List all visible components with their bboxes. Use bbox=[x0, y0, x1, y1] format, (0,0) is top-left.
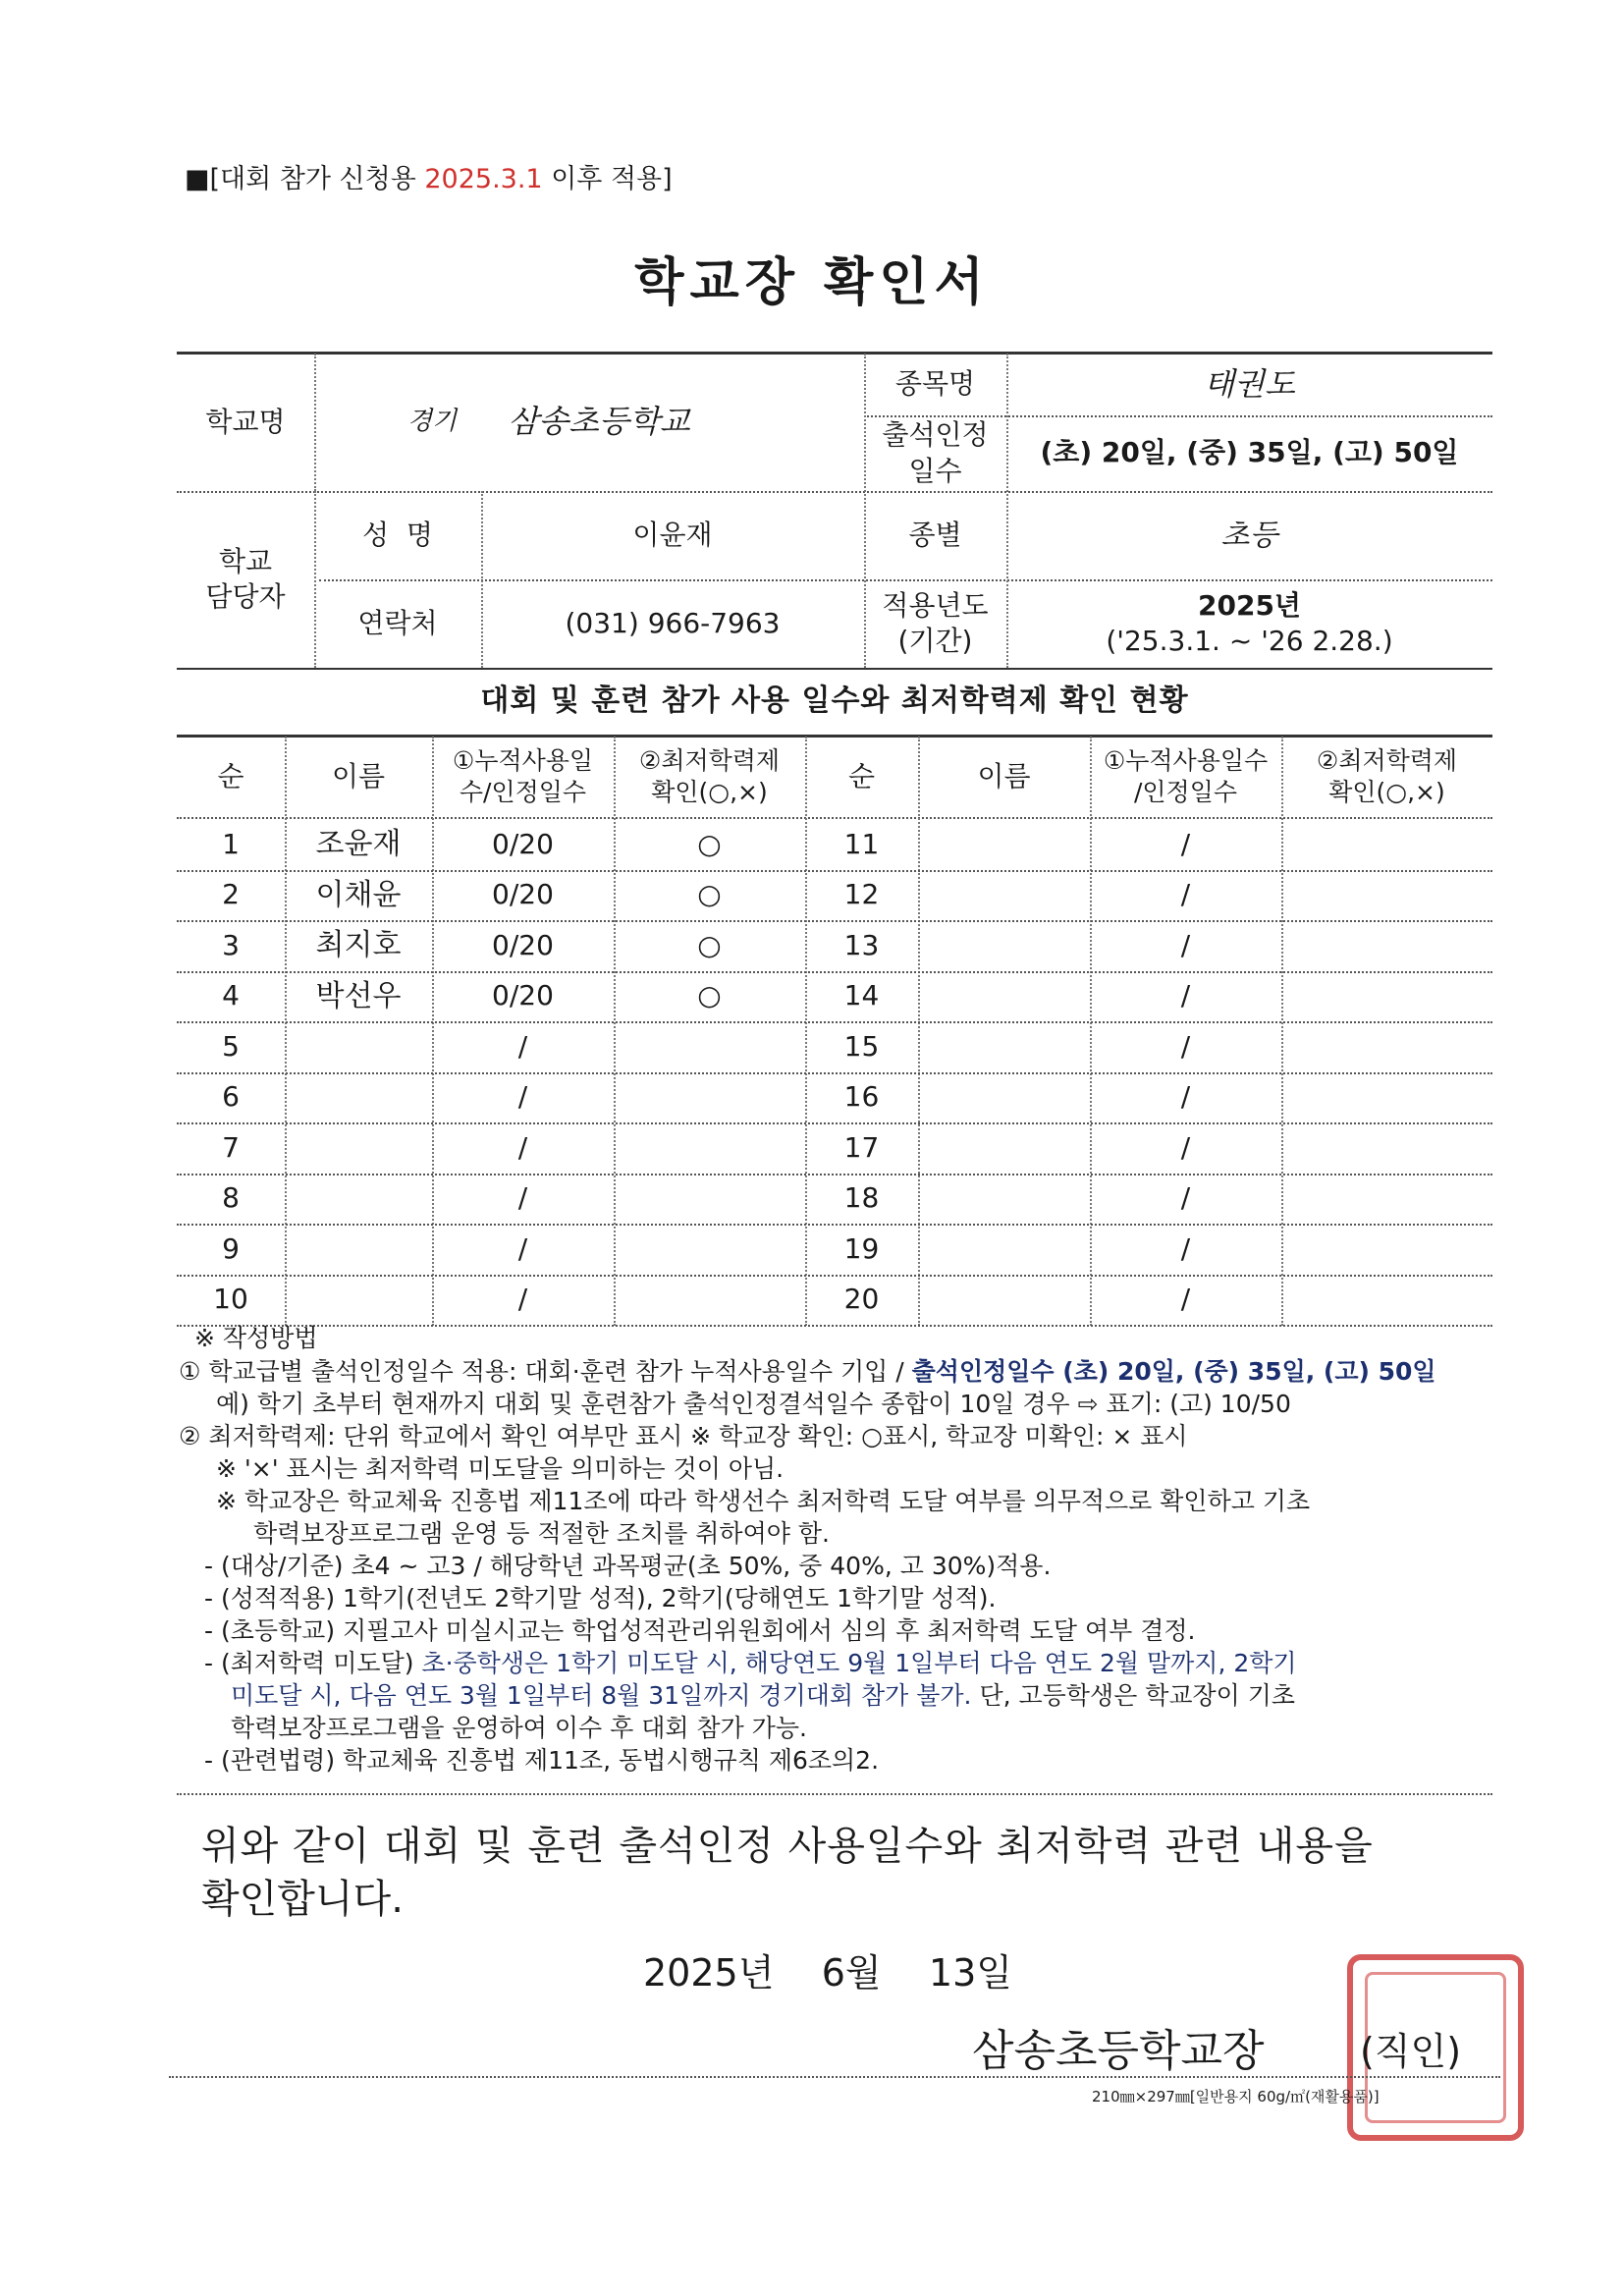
cell-days2: / bbox=[1180, 878, 1191, 911]
note-1-text: ① 학교급별 출석인정일수 적용: 대회·훈련 참가 누적사용일수 기입 / bbox=[179, 1357, 912, 1386]
notes-heading: ※ 작성방법 bbox=[194, 1324, 318, 1352]
cell-check2 bbox=[1281, 819, 1492, 870]
cell-check2 bbox=[1281, 1275, 1492, 1326]
cell-name2 bbox=[918, 870, 1090, 921]
cell-no2: 20 bbox=[843, 1283, 880, 1316]
header-check-right-line1: ②최저학력제 bbox=[1316, 745, 1458, 775]
cell-days: 0/20 bbox=[492, 827, 554, 860]
section-title: 대회 및 훈련 참가 사용 일수와 최저학력제 확인 현황 bbox=[480, 683, 1189, 718]
cell-no2: 19 bbox=[843, 1231, 880, 1265]
cell-check2 bbox=[1281, 1072, 1492, 1123]
cell-no2: 15 bbox=[843, 1029, 880, 1063]
attendance-label-line1: 출석인정 bbox=[882, 418, 989, 452]
cell-check: ○ bbox=[697, 878, 722, 911]
cell-days2: / bbox=[1180, 827, 1191, 860]
cell-days: 0/20 bbox=[492, 878, 554, 911]
cell-check: ○ bbox=[697, 979, 722, 1012]
year-value bbox=[1006, 579, 1492, 668]
footer-rule bbox=[169, 2076, 1500, 2078]
cell-no: 9 bbox=[222, 1231, 240, 1265]
manager-label bbox=[177, 491, 314, 668]
note-1-highlight: 출석인정일수 (초) 20일, (중) 35일, (고) 50일 bbox=[911, 1357, 1436, 1386]
confirm-line-1: 위와 같이 대회 및 훈련 출석인정 사용일수와 최저학력 관련 내용을 bbox=[201, 1824, 1374, 1869]
cell-no2: 12 bbox=[843, 878, 880, 911]
cell-name2 bbox=[918, 1122, 1090, 1174]
note-8-highlight: 초·중학생은 1학기 미도달 시, 해당연도 9월 1일부터 다음 연도 2월 말까지, 2학기 bbox=[421, 1649, 1297, 1677]
category-value: 초등 bbox=[1220, 518, 1278, 553]
cell-days: 0/20 bbox=[492, 928, 554, 961]
cell-no2: 17 bbox=[843, 1130, 880, 1164]
header-note-close: 이후 적용] bbox=[542, 164, 673, 194]
cell-days: 0/20 bbox=[492, 979, 554, 1012]
name-label: 성 명 bbox=[362, 518, 433, 551]
cell-no: 10 bbox=[213, 1283, 248, 1316]
cell-days: / bbox=[517, 1130, 528, 1164]
cell-check2 bbox=[1281, 1021, 1492, 1072]
year-label-line2: (기간) bbox=[897, 625, 973, 657]
category-label: 종별 bbox=[908, 518, 962, 551]
contact-label: 연락처 bbox=[357, 606, 438, 639]
attendance-value: (초) 20일, (중) 35일, (고) 50일 bbox=[1040, 436, 1459, 469]
note-7: - (초등학교) 지필고사 미실시교는 학업성적관리위원회에서 심의 후 최저학력 도달 여부 결정. bbox=[204, 1616, 1196, 1645]
note-8-highlight-cont: 미도달 시, 다음 연도 3월 1일부터 8월 31일까지 경기대회 참가 불가. bbox=[231, 1681, 972, 1710]
cell-name bbox=[285, 1224, 432, 1275]
cell-name2 bbox=[918, 971, 1090, 1022]
cell-name2 bbox=[918, 1021, 1090, 1072]
header-no: 순 bbox=[217, 759, 244, 793]
note-8-cont bbox=[231, 1679, 1295, 1712]
attendance-label-line2: 일수 bbox=[908, 454, 962, 487]
note-4a: ※ 학교장은 학교체육 진흥법 제11조에 따라 학생선수 최저학력 도달 여부를 의무적으로 확인하고 기초 bbox=[216, 1487, 1311, 1515]
manager-label-line1: 학교 bbox=[218, 544, 273, 577]
cell-name bbox=[285, 1275, 432, 1326]
note-2: ② 최저학력제: 단위 학교에서 확인 여부만 표시 ※ 학교장 확인: ○표시, 학교장 미확인: × 표시 bbox=[179, 1422, 1188, 1450]
year-label-line1: 적용년도 bbox=[882, 588, 989, 622]
manager-label-line2: 담당자 bbox=[205, 580, 286, 613]
name-value: 이윤재 bbox=[632, 518, 713, 551]
note-3: ※ '×' 표시는 최저학력 미도달을 의미하는 것이 아님. bbox=[216, 1454, 785, 1483]
cell-days: / bbox=[517, 1283, 528, 1316]
cell-days2: / bbox=[1180, 928, 1191, 961]
cell-name bbox=[285, 1174, 432, 1225]
sport-value: 태권도 bbox=[1204, 364, 1295, 403]
cell-no: 6 bbox=[222, 1080, 240, 1114]
cell-no2: 18 bbox=[843, 1181, 880, 1215]
note-6: - (성적적용) 1학기(전년도 2학기말 성적), 2학기(당해연도 1학기말 성적). bbox=[204, 1584, 997, 1613]
row-rule bbox=[177, 1325, 1492, 1327]
header-days-right bbox=[1090, 737, 1281, 817]
cell-check: ○ bbox=[697, 928, 722, 961]
cell-no: 1 bbox=[222, 827, 240, 860]
note-4b: 학력보장프로그램 운영 등 적절한 조치를 취하여야 함. bbox=[253, 1519, 830, 1548]
header-check-line1: ②최저학력제 bbox=[638, 745, 781, 775]
note-9: - (관련법령) 학교체육 진흥법 제11조, 동법시행규칙 제6조의2. bbox=[204, 1746, 880, 1775]
cell-name bbox=[285, 1122, 432, 1174]
paper-spec: 210㎜×297㎜[일반용지 60g/㎡(재활용품)] bbox=[1092, 2088, 1380, 2105]
cell-name bbox=[285, 1072, 432, 1123]
cell-days2: / bbox=[1180, 979, 1191, 1012]
note-1 bbox=[179, 1355, 1436, 1388]
confirm-date: 2025년 6월 13일 bbox=[643, 1951, 1012, 1995]
cell-no: 2 bbox=[222, 878, 240, 911]
cell-no2: 11 bbox=[843, 827, 880, 860]
cell-name2 bbox=[918, 1174, 1090, 1225]
cell-days: / bbox=[517, 1080, 528, 1114]
cell-name2 bbox=[918, 1072, 1090, 1123]
year-label bbox=[864, 579, 1006, 668]
header-check-right-line2: 확인(○,×) bbox=[1328, 778, 1445, 806]
bullet-icon: ■ bbox=[185, 164, 210, 194]
cell-check bbox=[614, 1072, 805, 1123]
contact-value: (031) 966-7963 bbox=[565, 606, 781, 639]
cell-name bbox=[285, 1021, 432, 1072]
note-8-label: - (최저학력 미도달) bbox=[204, 1649, 422, 1677]
cell-no: 7 bbox=[222, 1130, 240, 1164]
header-days bbox=[432, 737, 614, 817]
header-check-right bbox=[1281, 737, 1492, 817]
cell-name2 bbox=[918, 819, 1090, 870]
cell-name: 박선우 bbox=[315, 978, 402, 1013]
cell-no: 4 bbox=[222, 979, 240, 1012]
header-note bbox=[185, 157, 673, 195]
cell-days2: / bbox=[1180, 1283, 1191, 1316]
school-label: 학교명 bbox=[205, 405, 286, 438]
cell-days2: / bbox=[1180, 1231, 1191, 1265]
cell-check2 bbox=[1281, 1122, 1492, 1174]
note-8-tail: 단, 고등학생은 학교장이 기초 bbox=[971, 1681, 1296, 1710]
cell-check bbox=[614, 1224, 805, 1275]
cell-no2: 16 bbox=[843, 1080, 880, 1114]
cell-check bbox=[614, 1021, 805, 1072]
header-name-right: 이름 bbox=[977, 759, 1031, 793]
note-8 bbox=[204, 1647, 1297, 1679]
attendance-label bbox=[864, 415, 1006, 491]
seal-label: (직인) bbox=[1360, 2030, 1462, 2073]
note-5: - (대상/기준) 초4 ~ 고3 / 해당학년 과목평균(초 50%, 중 40%, 고 30%)적용. bbox=[204, 1552, 1052, 1580]
page-title: 학교장 확인서 bbox=[634, 253, 990, 312]
cell-name2 bbox=[918, 1275, 1090, 1326]
cell-name: 이채윤 bbox=[315, 877, 402, 912]
cell-check bbox=[614, 1174, 805, 1225]
cell-days: / bbox=[517, 1181, 528, 1215]
cell-check bbox=[614, 1275, 805, 1326]
notes-bottom-rule bbox=[177, 1793, 1492, 1795]
cell-check bbox=[614, 1122, 805, 1174]
note-8-end: 학력보장프로그램을 운영하여 이수 후 대회 참가 가능. bbox=[231, 1714, 807, 1742]
school-region: 경기 bbox=[406, 407, 458, 437]
header-days-line1: ①누적사용일 bbox=[452, 745, 594, 775]
header-check-line2: 확인(○,×) bbox=[651, 778, 768, 806]
cell-check: ○ bbox=[697, 827, 722, 860]
header-name: 이름 bbox=[331, 759, 386, 793]
cell-check2 bbox=[1281, 1224, 1492, 1275]
header-days-right-line1: ①누적사용일수 bbox=[1103, 745, 1269, 775]
year-value-year: 2025년 bbox=[1198, 588, 1301, 622]
cell-no: 8 bbox=[222, 1181, 240, 1215]
cell-name: 조윤재 bbox=[315, 827, 402, 862]
year-value-period: ('25.3.1. ~ '26 2.28.) bbox=[1106, 625, 1393, 657]
cell-no2: 13 bbox=[843, 928, 880, 961]
cell-days: / bbox=[517, 1029, 528, 1063]
cell-days2: / bbox=[1180, 1130, 1191, 1164]
principal-name: 삼송초등학교장 bbox=[972, 2026, 1265, 2076]
note-1-example: 예) 학기 초부터 현재까지 대회 및 훈련참가 출석인정결석일수 종합이 10일 경우 ⇨ 표기: (고) 10/50 bbox=[216, 1390, 1291, 1418]
header-note-date: 2025.3.1 bbox=[424, 164, 543, 194]
cell-check2 bbox=[1281, 920, 1492, 971]
cell-check2 bbox=[1281, 971, 1492, 1022]
header-no-right: 순 bbox=[847, 759, 876, 793]
school-name: 삼송초등학교 bbox=[508, 403, 690, 441]
cell-days2: / bbox=[1180, 1080, 1191, 1114]
cell-no: 3 bbox=[222, 928, 240, 961]
cell-name2 bbox=[918, 920, 1090, 971]
cell-name: 최지호 bbox=[315, 928, 402, 963]
confirm-line-2: 확인합니다. bbox=[201, 1877, 404, 1922]
cell-no2: 14 bbox=[843, 979, 880, 1012]
cell-check2 bbox=[1281, 1174, 1492, 1225]
cell-name2 bbox=[918, 1224, 1090, 1275]
cell-check2 bbox=[1281, 870, 1492, 921]
cell-no: 5 bbox=[222, 1029, 240, 1063]
cell-days2: / bbox=[1180, 1029, 1191, 1063]
header-note-open: [대회 참가 신청용 bbox=[209, 164, 425, 194]
header-check bbox=[614, 737, 805, 817]
cell-days2: / bbox=[1180, 1181, 1191, 1215]
header-days-right-line2: /인정일수 bbox=[1133, 778, 1238, 806]
info-divider bbox=[314, 354, 316, 491]
header-days-line2: 수/인정일수 bbox=[459, 778, 587, 806]
sport-label: 종목명 bbox=[894, 367, 976, 401]
cell-days: / bbox=[517, 1231, 528, 1265]
